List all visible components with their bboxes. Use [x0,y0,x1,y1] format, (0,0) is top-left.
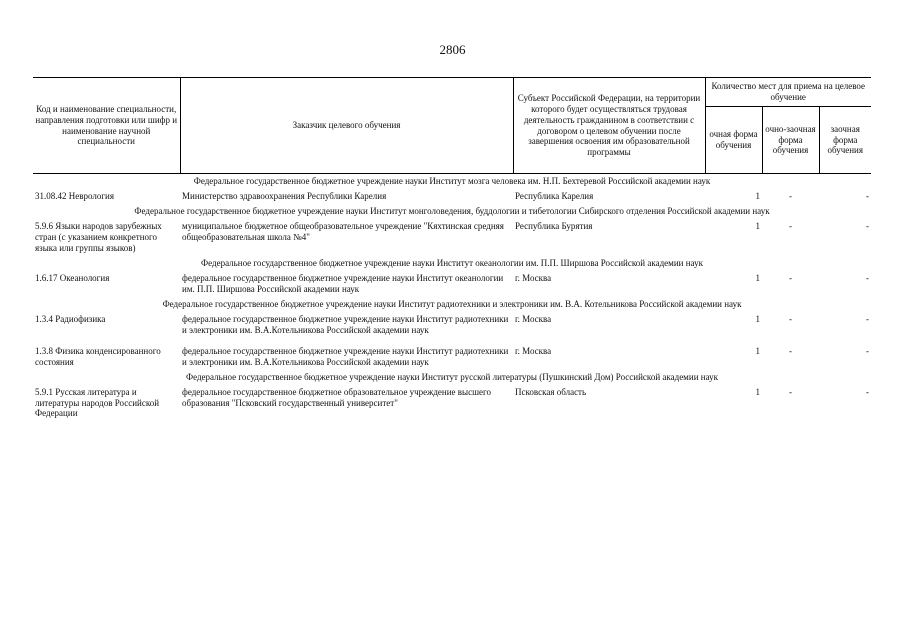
subject-cell: Республика Карелия [515,190,594,201]
parttime-cell: - [866,386,869,397]
code-cell: 1.3.4 Радиофизика [35,313,106,324]
code-cell: 5.9.1 Русская литература и литературы народов Российской Федерации [35,386,160,419]
code-cell: 1.6.17 Океанология [35,272,110,283]
mixed-cell: - [789,272,792,283]
quota-table [33,77,871,421]
subject-cell: Псковская область [515,386,587,397]
mixed-cell: - [789,345,792,356]
page-number: 2806 [439,42,466,57]
customer-cell: федеральное государственное бюджетное учреждение науки Институт радиотехники и электроники им. В.А.Котельникова Российской академии наук [182,313,509,335]
table-row [33,344,871,370]
organization-row [33,174,871,189]
subject-cell: г. Москва [515,272,552,283]
organization-row [33,256,871,271]
header-code: Код и наименование специальности, направления подготовки или шифр и наименование научной специальности [33,78,180,174]
customer-cell: муниципальное бюджетное общеобразовательное учреждение "Кяхтинская средняя общеобразовательная школа №4" [182,220,504,242]
header-customer: Заказчик целевого обучения [180,78,513,174]
customer-cell: федеральное государственное бюджетное учреждение науки Институт океанологии им. П.П. Ширшова Российской академии наук [182,272,504,294]
subject-cell: Республика Бурятия [515,220,593,231]
table-row [33,189,871,204]
customer-cell: Министерство здравоохранения Республики Карелия [182,190,387,201]
parttime-cell: - [866,190,869,201]
organization-name: Федеральное государственное бюджетное учреждение науки Институт монголоведения, буддологии и тибетологии Сибирского отделения Российской академии наук [134,205,770,216]
header-places: Количество мест для приема на целевое обучение [705,78,871,107]
table-row [33,219,871,256]
fulltime-cell: 1 [755,386,760,397]
customer-cell: федеральное государственное бюджетное образовательное учреждение высшего образования "Псковский государственный университет" [182,386,491,408]
table-row [33,271,871,297]
subject-cell: г. Москва [515,313,552,324]
organization-name: Федеральное государственное бюджетное учреждение науки Институт радиотехники и электроники им. В.А. Котельникова Российской академии наук [162,298,742,309]
mixed-cell: - [789,386,792,397]
mixed-cell: - [789,313,792,324]
mixed-cell: - [789,220,792,231]
customer-cell: федеральное государственное бюджетное учреждение науки Институт радиотехники и электроники им. В.А.Котельникова Российской академии наук [182,345,509,367]
header-subject: Субъект Российской Федерации, на территории которого будет осуществляться трудовая деятельность гражданином в соответствии с договором о целевом обучении после завершения освоения им образовательной программы [513,78,705,174]
header-parttime: заочная форма обучения [819,107,871,174]
organization-row [33,297,871,312]
subject-cell: г. Москва [515,345,552,356]
parttime-cell: - [866,272,869,283]
fulltime-cell: 1 [755,190,760,201]
code-cell: 1.3.8 Физика конденсированного состояния [35,345,161,367]
header-fulltime: очная форма обучения [705,107,762,174]
organization-row [33,370,871,385]
organization-row [33,204,871,219]
parttime-cell: - [866,220,869,231]
table-body [33,174,871,422]
parttime-cell: - [866,345,869,356]
table-row [33,385,871,422]
organization-name: Федеральное государственное бюджетное учреждение науки Институт русской литературы (Пушкинский Дом) Российской академии наук [185,371,718,382]
organization-name: Федеральное государственное бюджетное учреждение науки Институт океанологии им. П.П. Ширшова Российской академии наук [201,257,703,268]
header-mixed: очно-заочная форма обучения [762,107,819,174]
table-header [33,78,871,174]
fulltime-cell: 1 [755,220,760,231]
organization-name: Федеральное государственное бюджетное учреждение науки Институт мозга человека им. Н.П. Бехтеревой Российской академии наук [193,176,711,186]
code-cell: 5.9.6 Языки народов зарубежных стран (с указанием конкретного языка или группы языков) [35,220,162,253]
code-cell: 31.08.42 Неврология [35,190,115,201]
fulltime-cell: 1 [755,313,760,324]
mixed-cell: - [789,190,792,201]
table-row [33,312,871,338]
parttime-cell: - [866,313,869,324]
fulltime-cell: 1 [755,345,760,356]
fulltime-cell: 1 [755,272,760,283]
